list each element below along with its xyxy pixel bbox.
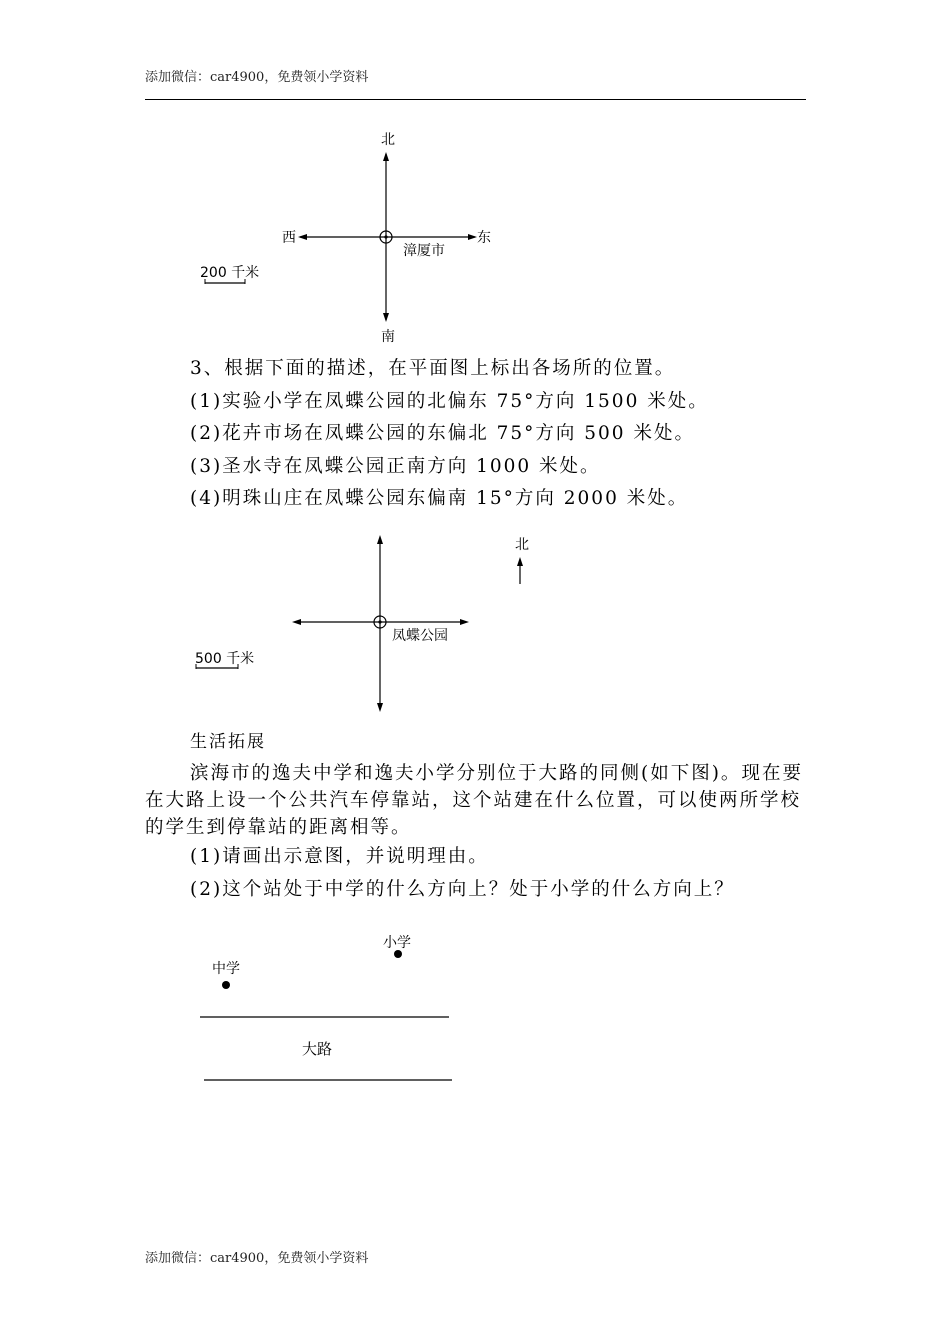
d1-east-label: 东 [477, 230, 491, 246]
middle-school-label: 中学 [212, 961, 240, 977]
life-item-1: (1)请画出示意图，并说明理由。 [190, 846, 489, 867]
d1-center-label: 漳厦市 [403, 243, 445, 259]
life-title: 生活拓展 [190, 732, 266, 752]
q3-title: 3、根据下面的描述，在平面图上标出各场所的位置。 [190, 358, 676, 379]
d1-north-label: 北 [381, 132, 395, 148]
life-item-2: (2)这个站处于中学的什么方向上？处于小学的什么方向上？ [190, 879, 735, 900]
q3-item-3: (3)圣水寺在凤蝶公园正南方向 1000 米处。 [190, 456, 601, 477]
d2-center-label: 凤蝶公园 [392, 628, 448, 644]
q3-item-2: (2)花卉市场在凤蝶公园的东偏北 75°方向 500 米处。 [190, 423, 695, 444]
road-label: 大路 [302, 1040, 333, 1058]
primary-school-label: 小学 [383, 935, 411, 951]
d2-north-label: 北 [515, 537, 529, 553]
q3-item-4: (4)明珠山庄在凤蝶公园东偏南 15°方向 2000 米处。 [190, 488, 689, 509]
page-header: 添加微信：car4900，免费领小学资料 [145, 70, 369, 85]
page-footer: 添加微信：car4900，免费领小学资料 [145, 1251, 369, 1266]
q3-item-1: (1)实验小学在凤蝶公园的北偏东 75°方向 1500 米处。 [190, 391, 709, 412]
d1-scale-label: 200 千米 [200, 265, 260, 281]
d2-scale-label: 500 千米 [195, 651, 255, 667]
life-paragraph: 滨海市的逸夫中学和逸夫小学分别位于大路的同侧(如下图)。现在要在大路上设一个公共汽车停靠站，这个站建在什么位置，可以使两所学校的学生到停靠站的距离相等。 [145, 763, 803, 838]
middle-school-dot [222, 981, 230, 989]
d1-west-label: 西 [282, 230, 296, 246]
d1-south-label: 南 [381, 329, 395, 345]
